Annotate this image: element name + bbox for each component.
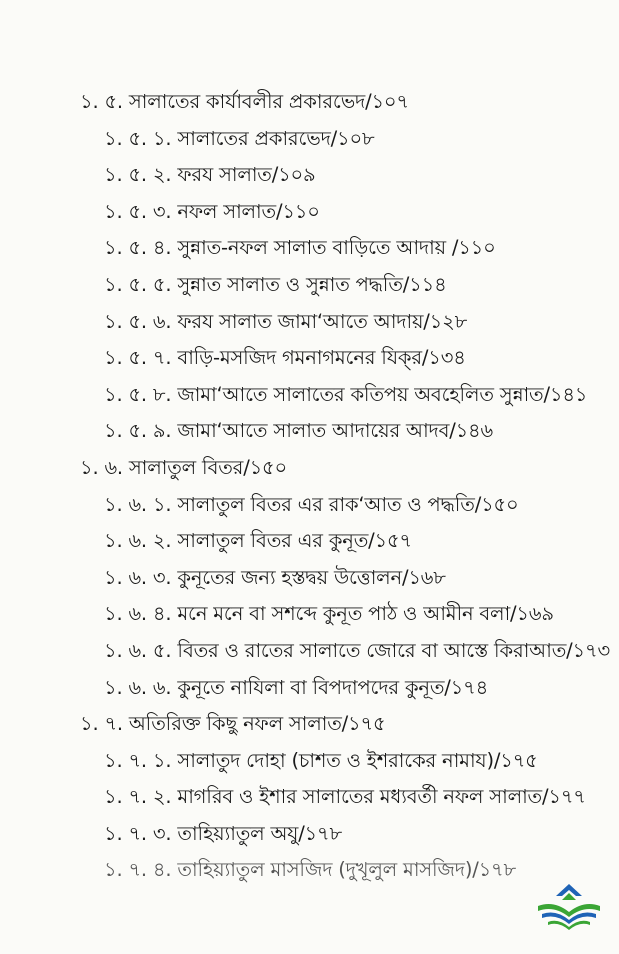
toc-entry: ১. ৬. ৫. বিতর ও রাতের সালাতে জোরে বা আস্তে কিরাআত/১৭৩ [104,638,610,662]
toc-entry: ১. ৭. ৩. তাহিয়্যাতুল অযু/১৭৮ [104,821,342,845]
toc-entry: ১. ৫. ৪. সুন্নাত-নফল সালাত বাড়িতে আদায় /১১০ [104,236,496,260]
toc-entry: ১. ৭. ৪. তাহিয়্যাতুল মাসজিদ (দুখূলুল মাসজিদ)/১৭৮ [104,858,516,882]
toc-entry: ১. ৫. ৫. সুন্নাত সালাত ও সুন্নাত পদ্ধতি/১১৪ [104,272,447,296]
toc-section-heading: ১. ৫. সালাতের কার্যাবলীর প্রকারভেদ/১০৭ [80,90,409,113]
toc-entry: ১. ৫. ৮. জামা‘আতে সালাতের কতিপয় অবহেলিত সুন্নাত/১৪১ [104,382,588,406]
toc-entry: ১. ৫. ৬. ফরয সালাত জামা‘আতে আদায়/১২৮ [104,309,468,333]
toc-section-heading: ১. ৬. সালাতুল বিতর/১৫০ [80,455,287,479]
toc-entry: ১. ৬. ৬. কুনূতে নাযিলা বা বিপদাপদের কুনূত/১৭৪ [104,675,489,699]
toc-section-heading: ১. ৭. অতিরিক্ত কিছু নফল সালাত/১৭৫ [80,712,386,736]
toc-entry: ১. ৬. ১. সালাতুল বিতর এর রাক‘আত ও পদ্ধতি/১৫০ [104,492,519,516]
toc-entry: ১. ৫. ৭. বাড়ি-মসজিদ গমনাগমনের যিক্‌র/১৩৪ [104,346,466,370]
toc-entry: ১. ৫. ১. সালাতের প্রকারভেদ/১০৮ [104,126,375,150]
toc-entry: ১. ৬. ৩. কুনূতের জন্য হস্তদ্বয় উত্তোলন/১৬৮ [104,565,446,589]
toc-entry: ১. ৫. ৩. নফল সালাত/১১০ [104,199,320,223]
toc-entry: ১. ৭. ২. মাগরিব ও ইশার সালাতের মধ্যবর্তী নফল সালাত/১৭৭ [104,785,586,809]
book-publisher-logo-icon [534,880,604,936]
toc-entry: ১. ৬. ৪. মনে মনে বা সশব্দে কুনূত পাঠ ও আমীন বলা/১৬৯ [104,602,554,626]
toc-entry: ১. ৭. ১. সালাতুদ দোহা (চাশত ও ইশরাকের নামায)/১৭৫ [104,748,538,772]
toc-entry: ১. ৫. ২. ফরয সালাত/১০৯ [104,163,316,187]
toc-entry: ১. ৬. ২. সালাতুল বিতর এর কুনূত/১৫৭ [104,529,412,553]
toc-entry: ১. ৫. ৯. জামা‘আতে সালাত আদায়ের আদব/১৪৬ [104,419,493,443]
publisher-logo [534,880,604,936]
table-of-contents [0,84,619,889]
